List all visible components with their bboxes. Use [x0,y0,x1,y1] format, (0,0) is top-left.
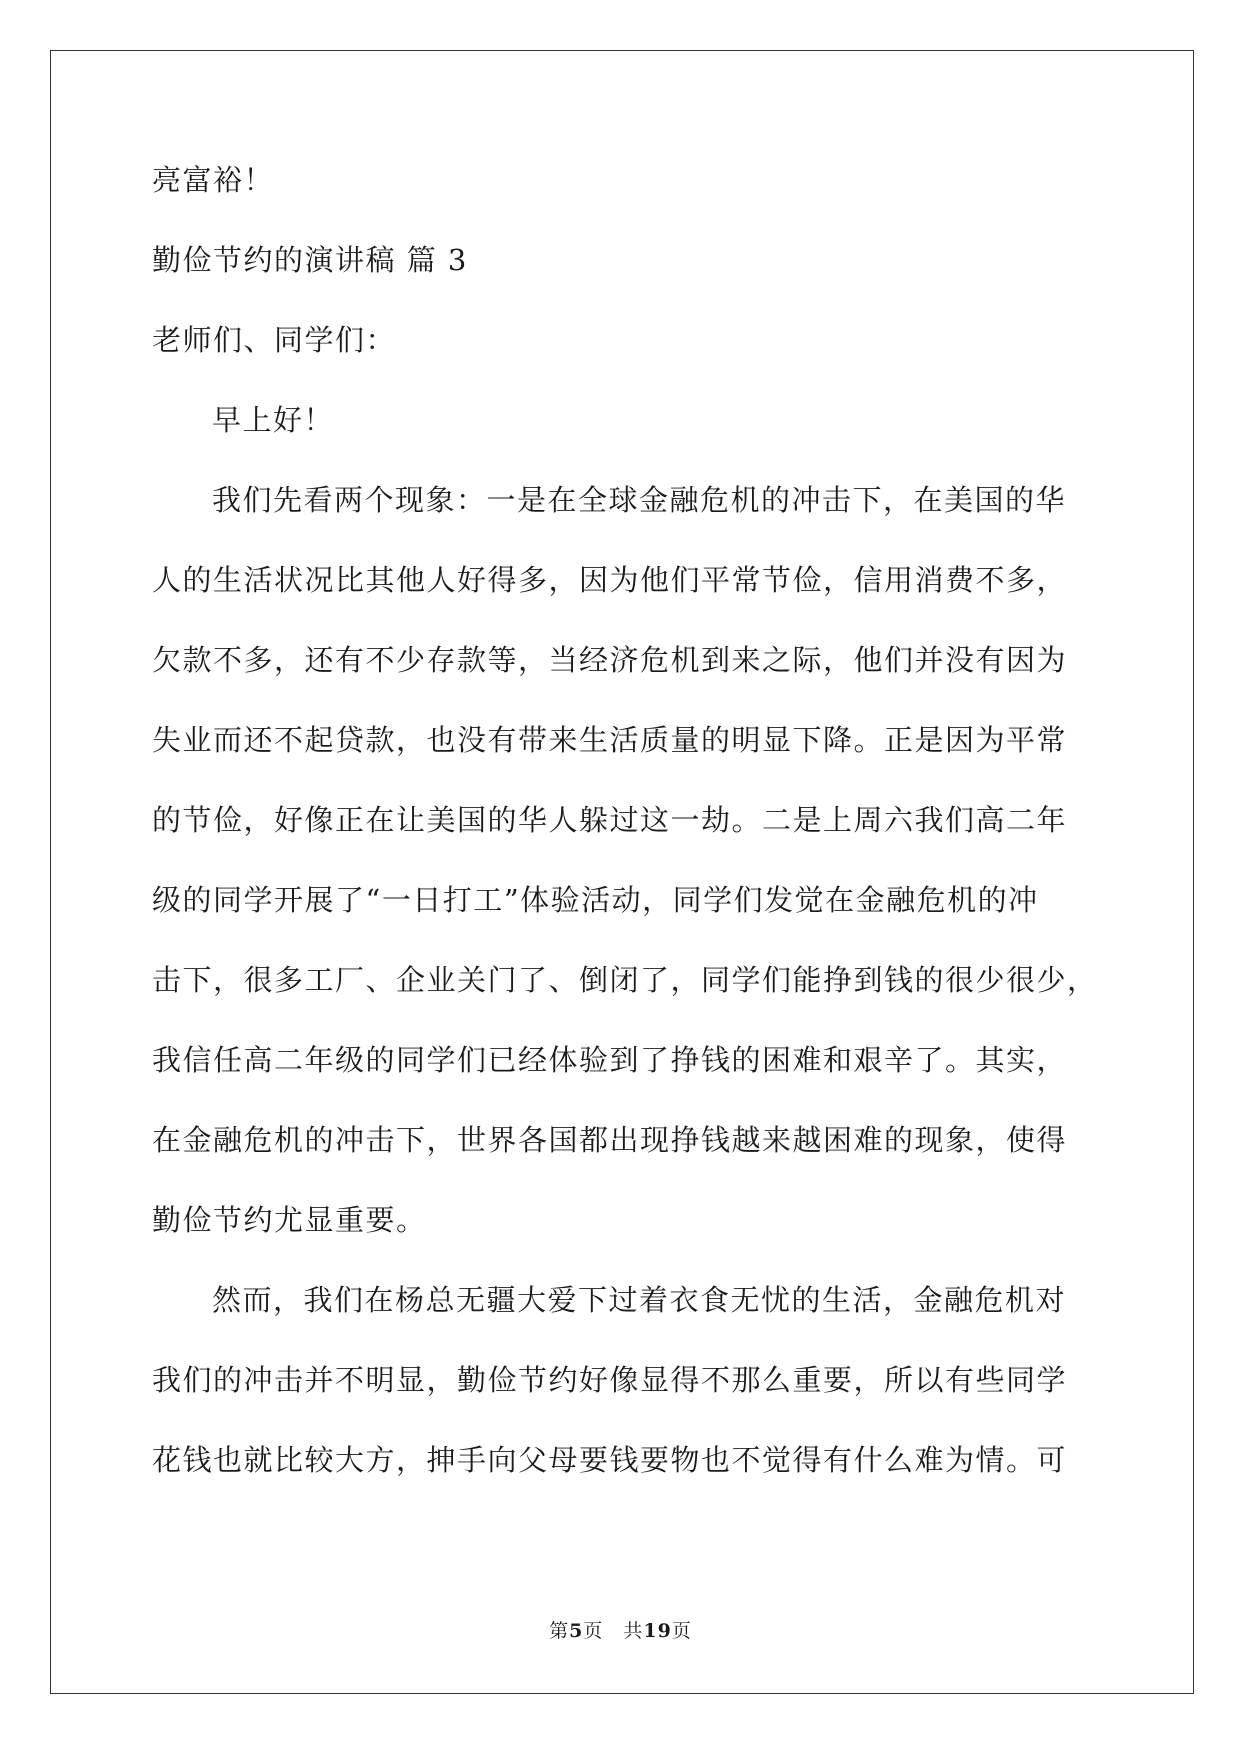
text-line: 欠款不多，还有不少存款等，当经济危机到来之际，他们并没有因为 [152,643,1068,677]
text-line: 然而，我们在杨总无疆大爱下过着衣食无忧的生活，金融危机对 [212,1283,1067,1317]
text-line: 我们的冲击并不明显，勤俭节约好像显得不那么重要，所以有些同学 [152,1363,1068,1397]
page-number: 5 [569,1620,584,1642]
text-line: 亮富裕！ [152,163,275,197]
salutation: 老师们、同学们： [152,323,397,357]
text-line: 我们先看两个现象：一是在全球金融危机的冲击下，在美国的华 [212,483,1067,517]
text-line: 击下，很多工厂、企业关门了、倒闭了，同学们能挣到钱的很少很少， [152,963,1098,997]
text-line: 我信任高二年级的同学们已经体验到了挣钱的困难和艰辛了。其实， [152,1043,1068,1077]
page-footer [0,1616,1241,1643]
text-line: 的节俭，好像正在让美国的华人躲过这一劫。二是上周六我们高二年 [152,803,1068,837]
page-suffix: 页 [583,1620,604,1642]
page-prefix: 第 [549,1620,570,1642]
total-suffix: 页 [671,1620,692,1642]
text-line: 花钱也就比较大方，抻手向父母要钱要物也不觉得有什么难为情。可 [152,1443,1068,1477]
greeting: 早上好！ [212,403,335,437]
document-body [152,160,1098,1520]
total-prefix: 共 [623,1620,644,1642]
total-pages: 19 [643,1620,672,1642]
text-line: 在金融危机的冲击下，世界各国都出现挣钱越来越困难的现象，使得 [152,1123,1068,1157]
section-heading: 勤俭节约的演讲稿 篇 3 [152,243,468,277]
text-line: 失业而还不起贷款，也没有带来生活质量的明显下降。正是因为平常 [152,723,1068,757]
text-line: 勤俭节约尤显重要。 [152,1203,427,1237]
text-line: 人的生活状况比其他人好得多，因为他们平常节俭，信用消费不多， [152,563,1068,597]
text-line: 级的同学开展了“一日打工”体验活动，同学们发觉在金融危机的冲 [152,883,1039,917]
